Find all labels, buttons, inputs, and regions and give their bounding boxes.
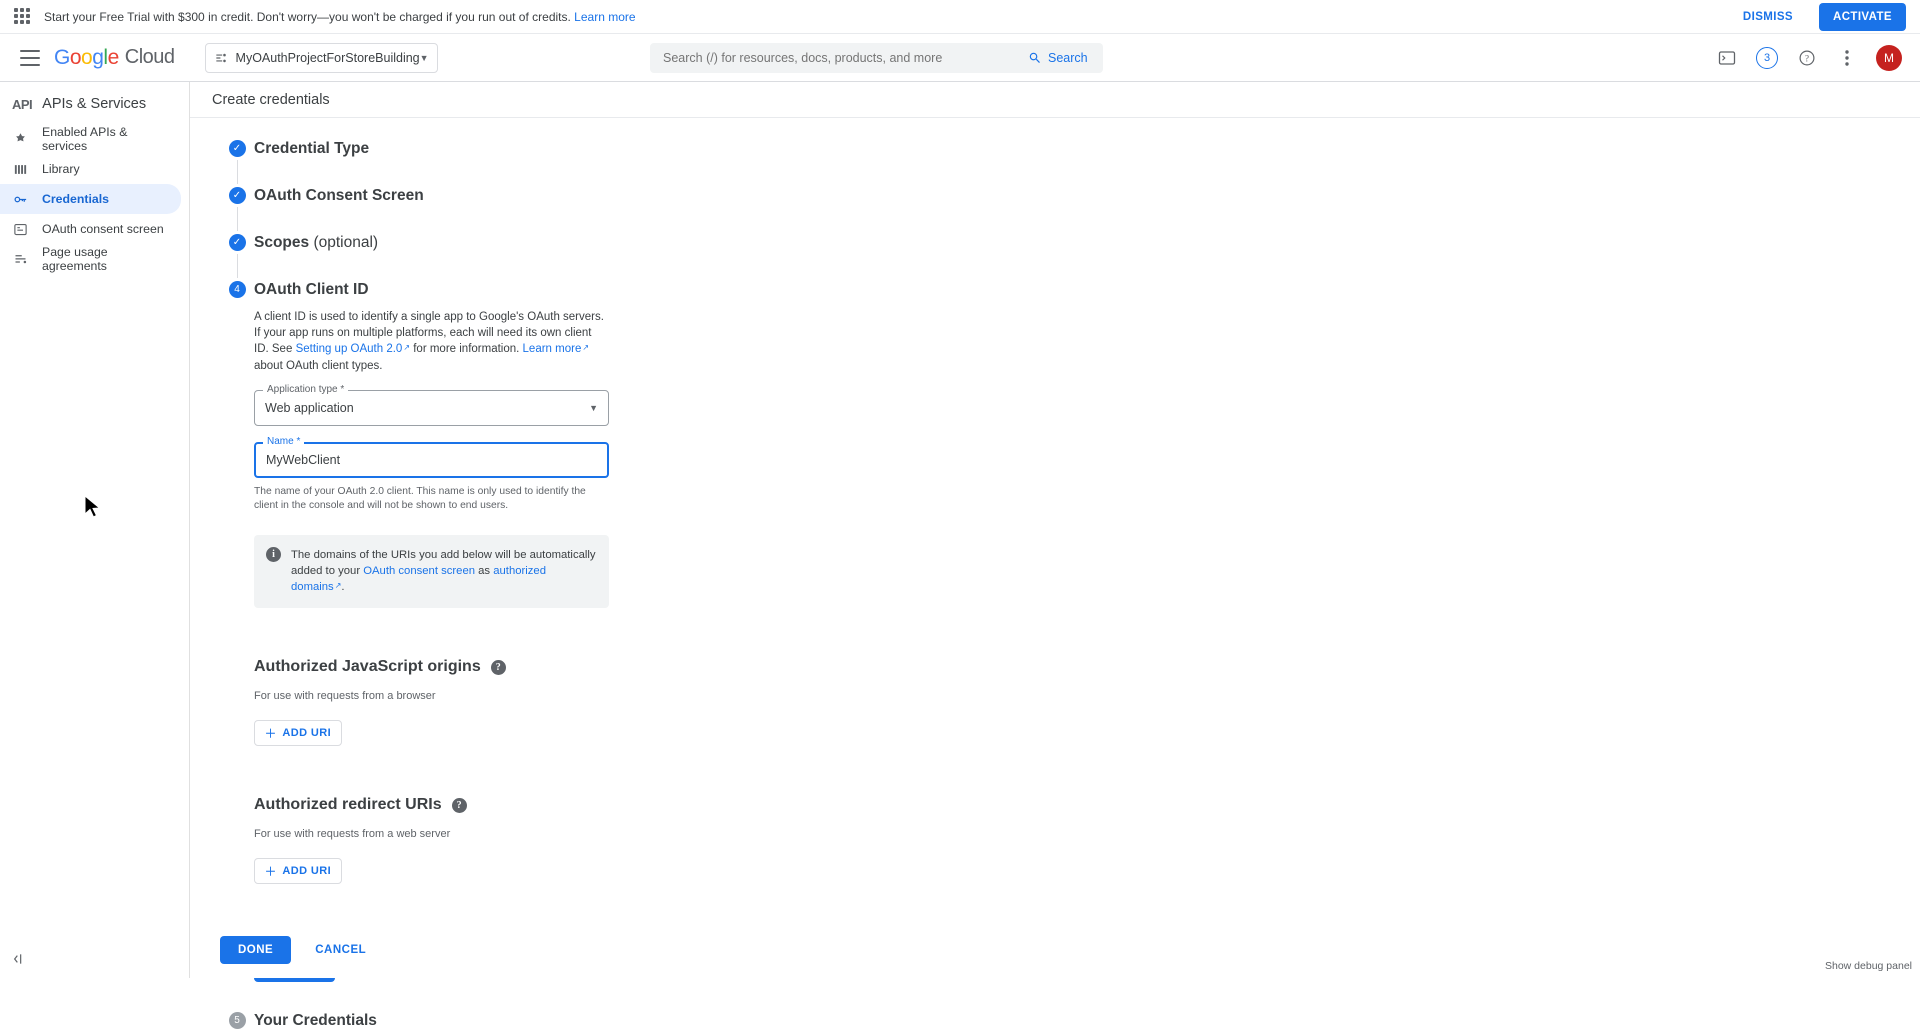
plus-icon: ＋ [265, 728, 277, 740]
logo-letter-g1: G [54, 45, 70, 69]
step-title-optional: (optional) [309, 234, 379, 251]
logo-letter-e: e [107, 45, 119, 69]
sidebar [0, 82, 190, 978]
search-input[interactable] [650, 43, 1020, 73]
trial-banner-text [44, 10, 636, 24]
client-name-label: Name * [263, 436, 304, 447]
step-connector [237, 207, 238, 231]
bottom-action-bar [190, 926, 1920, 978]
logo-letter-l: l [103, 45, 108, 69]
redirect-uris-subtitle: For use with requests from a web server [254, 828, 451, 840]
trial-learn-more-link[interactable]: Learn more [574, 9, 636, 24]
sidebar-item-page-usage-agreements[interactable] [0, 244, 181, 274]
add-redirect-uri-button[interactable] [254, 858, 342, 884]
chevron-down-icon: ▼ [589, 403, 598, 413]
info-icon: i [266, 547, 281, 562]
step-title [254, 234, 378, 252]
step-title-text: Scopes [254, 234, 310, 251]
search-button-label: Search [1048, 51, 1088, 65]
logo-word-cloud: Cloud [124, 46, 175, 68]
svg-text:?: ? [1805, 52, 1809, 63]
chevron-down-icon: ▼ [419, 52, 429, 63]
project-icon [214, 51, 228, 65]
sidebar-item-library[interactable] [0, 154, 181, 184]
sidebar-item-label: Credentials [42, 192, 109, 206]
help-icon[interactable] [1796, 47, 1818, 69]
activate-button[interactable]: ACTIVATE [1819, 3, 1906, 31]
sidebar-item-label: Enabled APIs & services [42, 125, 128, 153]
info-part-1: The domains of the URIs you add below will be automatically added to your [291, 549, 596, 577]
top-navigation-bar [0, 34, 1920, 82]
collapse-panel-icon[interactable] [10, 951, 26, 970]
search-area [650, 43, 1103, 73]
step-scopes[interactable] [220, 234, 1920, 281]
step-number-badge: 4 [229, 281, 246, 298]
sidebar-item-label: Page usage agreements [42, 245, 108, 273]
free-trial-banner [0, 0, 1920, 34]
hamburger-menu-icon[interactable] [20, 50, 40, 66]
help-icon[interactable]: ? [491, 660, 506, 675]
step-title: OAuth Client ID [254, 281, 369, 298]
step-title: Credential Type [254, 140, 370, 157]
client-name-helper-text: The name of your OAuth 2.0 client. This name is only used to identify the client in the console and will not be shown to end users. [254, 486, 586, 511]
enabled-apis-icon [12, 131, 28, 147]
add-javascript-origin-button[interactable] [254, 720, 342, 746]
logo-letter-o1: o [69, 45, 82, 69]
search-button[interactable] [1020, 43, 1103, 73]
sidebar-item-credentials[interactable] [0, 184, 181, 214]
bottom-cancel-button[interactable]: CANCEL [309, 936, 372, 964]
step-check-icon: ✓ [229, 140, 246, 157]
client-name-field[interactable] [254, 436, 609, 478]
domains-info-text [291, 547, 597, 596]
javascript-origins-subtitle: For use with requests from a browser [254, 690, 436, 702]
info-part-3: . [341, 581, 345, 593]
logo-letter-o2: o [81, 45, 93, 69]
application-type-value: Web application [265, 401, 354, 415]
show-debug-panel-link[interactable]: Show debug panel [1825, 960, 1912, 972]
info-part-2: as [475, 565, 494, 577]
learn-more-link[interactable]: Learn more ↗ [523, 343, 590, 355]
add-uri-label: ADD URI [282, 727, 332, 739]
step-connector [237, 160, 238, 184]
sidebar-item-oauth-consent-screen[interactable] [0, 214, 181, 244]
client-name-input[interactable] [254, 442, 609, 478]
google-cloud-logo[interactable] [54, 46, 175, 70]
step-check-icon: ✓ [229, 234, 246, 251]
step-connector [237, 254, 238, 278]
key-icon [12, 191, 28, 207]
desc-part-2: for more information. [410, 343, 523, 355]
redirect-uris-title: Authorized redirect URIs [254, 796, 442, 813]
step-title: OAuth Consent Screen [254, 187, 424, 204]
apps-grid-icon[interactable] [14, 8, 32, 26]
desc-part-3: about OAuth client types. [254, 360, 383, 372]
sidebar-title-label: APIs & Services [42, 96, 147, 112]
desc-part-1: A client ID is used to identify a single app to Google's OAuth servers. If your app runs on multiple platforms, each will need its own client ID. See [254, 311, 604, 355]
sidebar-header [0, 82, 189, 124]
setting-up-oauth-link[interactable]: Setting up OAuth 2.0 ↗ [296, 343, 410, 355]
add-uri-label: ADD URI [282, 865, 332, 877]
project-name: MyOAuthProjectForStoreBuilding [235, 50, 420, 65]
create-credentials-stepper [190, 118, 1920, 1034]
sidebar-item-enabled-apis[interactable] [0, 124, 181, 154]
client-id-description [254, 309, 604, 374]
cloud-shell-icon[interactable] [1716, 47, 1738, 69]
redirect-uris-heading [254, 796, 1920, 814]
consent-screen-icon [12, 221, 28, 237]
sidebar-item-label: OAuth consent screen [42, 222, 164, 236]
oauth-consent-screen-link[interactable]: OAuth consent screen [363, 565, 476, 577]
step-your-credentials [220, 1012, 1920, 1034]
sidebar-item-label: Library [42, 162, 80, 176]
notifications-badge[interactable]: 3 [1756, 47, 1778, 69]
more-options-icon[interactable] [1836, 47, 1858, 69]
step-oauth-consent-screen[interactable] [220, 187, 1920, 234]
javascript-origins-title: Authorized JavaScript origins [254, 658, 481, 675]
step-number-badge: 5 [229, 1012, 246, 1029]
api-logo: API [12, 96, 33, 112]
step-oauth-client-id [220, 281, 1920, 986]
main-content [190, 82, 1920, 1029]
dismiss-button[interactable]: DISMISS [1735, 5, 1801, 29]
help-icon[interactable]: ? [452, 798, 467, 813]
authorized-domains-link[interactable]: authorized domains ↗ [291, 565, 546, 593]
plus-icon: ＋ [265, 866, 277, 878]
javascript-origins-heading [254, 658, 1920, 676]
step-title: Your Credentials [254, 1012, 377, 1029]
library-icon [12, 161, 28, 177]
page-title: Create credentials [190, 82, 1920, 118]
domains-info-box [254, 535, 609, 608]
avatar[interactable]: M [1876, 45, 1902, 71]
step-credential-type[interactable] [220, 140, 1920, 187]
step-check-icon: ✓ [229, 187, 246, 204]
trial-banner-message: Start your Free Trial with $300 in credit. Don't worry—you won't be charged if you run out of credits. [44, 9, 571, 24]
logo-letter-g2: g [92, 45, 104, 69]
done-button[interactable]: DONE [220, 936, 291, 964]
application-type-label: Application type * [263, 384, 348, 395]
application-type-field[interactable] [254, 384, 609, 426]
application-type-select[interactable] [254, 390, 609, 426]
project-picker[interactable] [205, 43, 438, 73]
agreements-icon [12, 251, 28, 267]
search-icon [1028, 51, 1042, 65]
